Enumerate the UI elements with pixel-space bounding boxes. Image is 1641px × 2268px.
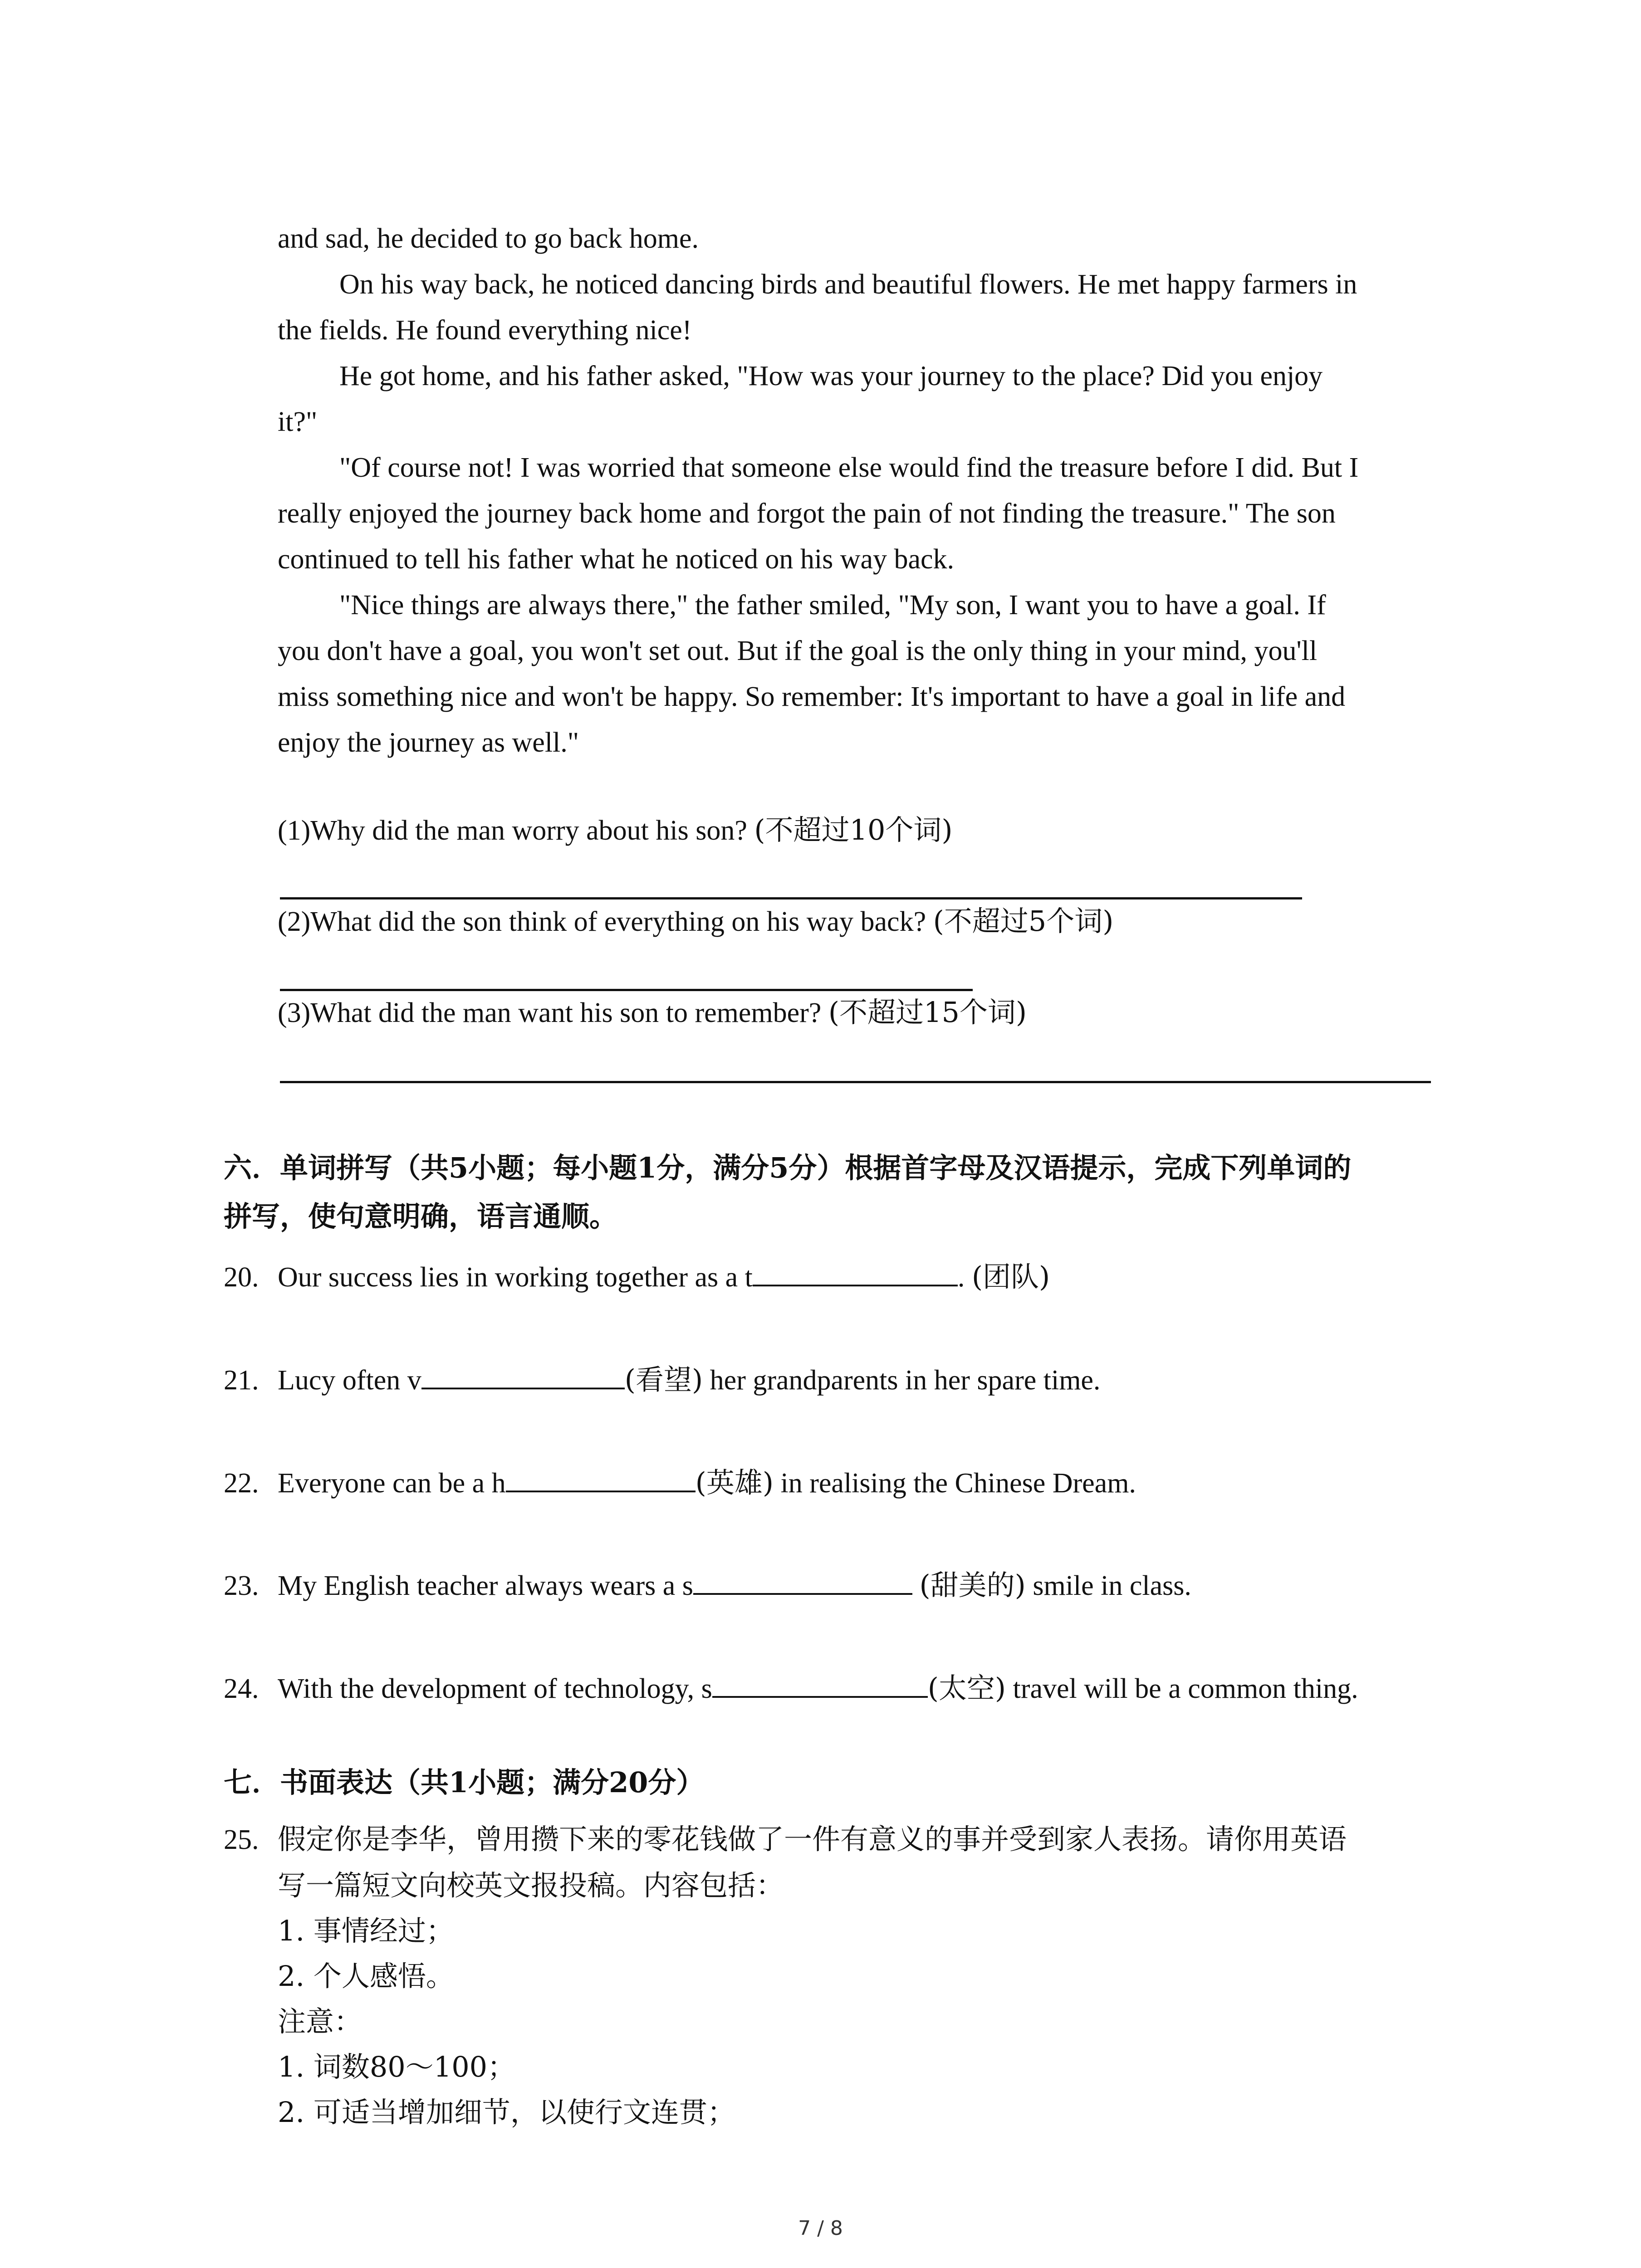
item-text-tail: her grandparents in her spare time. [703, 1365, 1101, 1396]
section7-title-text: 七．书面表达（共1小题；满分20分） [224, 1766, 705, 1799]
answer-line-3[interactable] [280, 1081, 1431, 1083]
prompt-line: 写一篇短文向校英文报投稿。内容包括： [278, 1869, 784, 1902]
writing-prompt [224, 1821, 1347, 1858]
question-text: (1)Why did the man worry about his son? [278, 815, 754, 846]
note-label-text: 注意： [278, 2005, 362, 2038]
story-line: it?" [278, 406, 318, 437]
answer-blank[interactable] [421, 1359, 625, 1389]
section6-title [224, 1145, 1351, 1191]
item-text-before: Lucy often v [278, 1365, 421, 1396]
item-hint: (团队) [971, 1260, 1050, 1293]
question-3 [278, 994, 1027, 1031]
story-line: "Nice things are always there," the father smiled, "My son, I want you to have a goal. If [339, 590, 1326, 621]
item-number: 20. [224, 1262, 259, 1293]
story-line: miss something nice and won't be happy. So remember: It's important to have a goal in life and [278, 681, 1346, 712]
story-line: continued to tell his father what he noticed on his way back. [278, 544, 955, 575]
note-label [278, 1999, 362, 2044]
question-hint: (不超过5个词) [933, 904, 1114, 938]
item-hint: (甜美的) [919, 1569, 1026, 1602]
section7-title [224, 1760, 704, 1805]
content-item-1 [278, 1908, 454, 1954]
content-item-text: 1. 事情经过； [278, 1914, 454, 1947]
story-line: the fields. He found everything nice! [278, 315, 692, 346]
content-item-text: 2. 个人感悟。 [278, 1960, 454, 1993]
note-item-text: 2. 可适当增加细节，以使行文连贯； [278, 2096, 735, 2129]
spelling-item-21 [224, 1359, 1100, 1398]
story-passage [278, 216, 1444, 766]
content-item-2 [278, 1954, 454, 1999]
answer-blank[interactable] [712, 1668, 928, 1698]
item-hint: (看望) [624, 1363, 703, 1396]
section6-title-line2: 拼写，使句意明确，语言通顺。 [224, 1200, 618, 1233]
item-number: 22. [224, 1468, 259, 1499]
spelling-item-22 [224, 1462, 1136, 1501]
prompt-line: 假定你是李华，曾用攒下来的零花钱做了一件有意义的事并受到家人表扬。请你用英语 [278, 1823, 1347, 1856]
question-text: (3)What did the man want his son to remember? [278, 997, 828, 1028]
item-text-after [912, 1570, 920, 1601]
item-text-tail: in realising the Chinese Dream. [774, 1468, 1136, 1499]
story-line: On his way back, he noticed dancing birds and beautiful flowers. He met happy farmers in [339, 269, 1357, 300]
answer-blank[interactable] [506, 1462, 696, 1492]
note-item-2 [278, 2090, 735, 2135]
section6-title-cont [224, 1194, 617, 1239]
story-line: He got home, and his father asked, "How was your journey to the place? Did you enjoy [339, 361, 1323, 391]
story-line: "Of course not! I was worried that someone else would find the treasure before I did. But I [339, 452, 1359, 483]
item-text-before: My English teacher always wears a s [278, 1570, 693, 1601]
question-hint: (不超过15个词) [828, 996, 1027, 1029]
note-item-text: 1. 词数80～100； [278, 2050, 516, 2083]
page-number: 7 / 8 [798, 2217, 843, 2240]
answer-blank[interactable] [753, 1256, 958, 1286]
item-hint: (英雄) [695, 1466, 774, 1499]
item-number: 21. [224, 1365, 259, 1396]
answer-line-1[interactable] [280, 897, 1302, 899]
question-2 [278, 903, 1113, 940]
section6-title-line1: 六．单词拼写（共5小题；每小题1分，满分5分）根据首字母及汉语提示，完成下列单词的 [224, 1151, 1352, 1184]
item-text-before: With the development of technology, s [278, 1673, 712, 1704]
item-number: 24. [224, 1673, 259, 1704]
item-text-tail: travel will be a common thing. [1006, 1673, 1358, 1704]
note-item-1 [278, 2044, 515, 2090]
item-text-after: . [957, 1262, 972, 1293]
item-hint: (太空) [927, 1672, 1006, 1705]
spelling-item-24 [224, 1668, 1358, 1707]
item-text-before: Everyone can be a h [278, 1468, 506, 1499]
item-text-tail: smile in class. [1025, 1570, 1191, 1601]
story-line: you don't have a goal, you won't set out. But if the goal is the only thing in your mind, you'll [278, 635, 1318, 666]
answer-line-2[interactable] [280, 989, 973, 991]
item-number: 23. [224, 1570, 259, 1601]
spelling-item-20 [224, 1256, 1050, 1295]
answer-blank[interactable] [693, 1565, 912, 1595]
story-line: enjoy the journey as well." [278, 727, 579, 758]
writing-prompt-cont [278, 1863, 784, 1908]
story-line: and sad, he decided to go back home. [278, 223, 699, 254]
spelling-item-23 [224, 1565, 1191, 1604]
item-number: 25. [224, 1824, 259, 1855]
question-text: (2)What did the son think of everything on his way back? [278, 906, 933, 937]
question-hint: (不超过10个词) [754, 813, 953, 846]
item-text-before: Our success lies in working together as a t [278, 1262, 753, 1293]
story-line: really enjoyed the journey back home and forgot the pain of not finding the treasure." The son [278, 498, 1336, 529]
question-1 [278, 812, 953, 849]
